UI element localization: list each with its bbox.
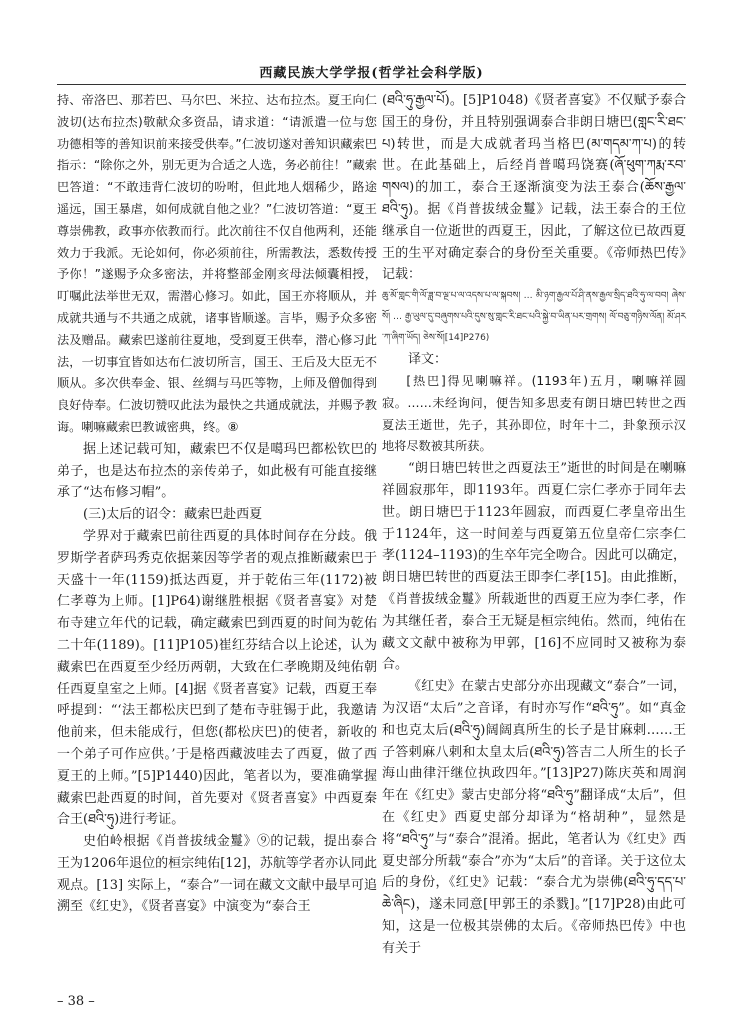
paragraph: “朗日塘巴转世之西夏法王”逝世的时间是在喇嘛祥圆寂那年，即1193年。西夏仁宗仁孝亦于同年去世。朗日塘巴于1123年圆寂，而西夏仁孝皇帝出生于1124年，这一时间差与西夏第五位皇帝仁宗李仁孝(1124–1193)的生卒年完全吻合。因此可以确定，朗日塘巴转世的西夏法王即李仁孝[15]。由此推断，《肖普拔绒金鬘》所载逝世的西夏王应为李仁孝，作为其继任者，泰合王无疑是桓宗纯佑。然而，纯佑在藏文文献中被称为甲郭，[16]不应同时又被称为泰合。 — [382, 461, 686, 673]
paragraph: 学界对于藏索巴前往西夏的具体时间存在分歧。俄罗斯学者萨玛秀克依据莱因等学者的观点推断藏索巴于天盛十一年(1159)抵达西夏，并于乾佑三年(1172)被仁孝尊为上师。[1]P64)谢继胜根据《贤者喜宴》对楚布寺建立年代的记载，确定藏索巴到西夏的时间为乾佑二十年(1189)。[11]P105)崔红芬结合以上论述，认为藏索巴在西夏至少经历两朝，大致在仁孝晚期及纯佑朝任西夏皇室之上师。[4]据《贤者喜宴》记载，西夏王奉呼提到：“‘法王都松庆巴到了楚布寺驻锡于此，我邀请他前来，但未能成行，但您(都松庆巴)的使者，新收的一个弟子可作应供。’于是格西藏波哇去了西夏，做了西夏王的上师。”[5]P1440)因此，笔者以为，要准确掌握藏索巴赴西夏的时间，首先要对《贤者喜宴》中西夏秦合王(ཐའི་ཧུ)进行考证。 — [57, 528, 377, 828]
paragraph: 《红史》在蒙古史部分亦出现藏文“泰合”一词，为汉语“太后”之音译，有时亦写作“ཐའི་ཧུ”。如“真金和也克太后(ཐའི་ཧུ)阔阔真所生的长子是甘麻剌……王子答剌麻八剌和太皇太后(ཐའི་ཧུ)答吉二人所生的长子海山曲律汗继位执政四年。”[13]P27)陈庆英和周润年在《红史》蒙古史部分将“ཐའི་ཧུ”翻译成“太后”，但在《红史》西夏史部分却译为“格胡种”，显然是将“ཐའི་ཧུ”与“泰合”混淆。据此，笔者认为《红史》西夏史部分所载“泰合”亦为“太后”的音译。关于这位太后的身份，《红史》记载：“泰合尤为崇佛(ཐའི་ཧུ་དད་པ་ཆེ་ཞིང)，遂未同意[甲郭王的杀戮]。”[17]P28)由此可知，这是一位极其崇佛的太后。《帝师热巴传》中也有关于 — [382, 679, 686, 956]
paragraph: 史伯岭根据《肖普拔绒金鬘》⑨的记载，提出泰合王为1206年退位的桓宗纯佑[12]，苏航等学者亦认同此观点。[13] 实际上，“泰合”一词在藏文文献中最早可追溯至《红史》，《贤者喜宴》中演变为“泰合王 — [57, 834, 377, 915]
translation-label: 译文： — [408, 352, 448, 368]
tibetan-quotation: ཆུ་མོ་གླང་གི་ལོ་ཟླ་བ་ལྔ་པ་ལ་འདས་པ་ལ་སྐབས། … མི་ཉག་རྒྱལ་པོ་ཤི་ནས་རྒྱལ་སྲིད་ཐའི་ཧུ་ལ་བབ། ཞེས་སོ། … རྒྱ་ཡུལ་དུ་བཞུགས་པའི་དུས་སུ་གླང་རི་ཐང་པའི་སྐྱེ་བ་ཡིན་པར་གྲགས། ལོ་བཅུ་གཉིས་ལོན། མོ་ཤར་ཀ་ཞིག་ཡོད། ཅེས་སོ།[14]P276) — [382, 291, 686, 344]
quoted-passage: 持、帝洛巴、那若巴、马尔巴、米拉、达布拉杰。夏王向仁波切(达布拉杰)敬献众多资品，请求道：“请派遣一位与您功德相等的善知识前来接受供奉。”仁波切遂对善知识藏索巴指示：“除你之外，别无更为合适之人选，务必前往！”藏索巴答道：“不敢违背仁波切的吩咐，但此地人烟稀少，路途遥远，国王暴虐，如何成就自他之业？”仁波切答道：“夏王尊崇佛教，政事亦依教而行。此次前往不仅自他两利，还能效力于我派。无论如何，你必须前往，所需教法，悉数传授予你！”遂赐予众多密法，并将整部金刚亥母法倾囊相授，叮嘱此法举世无双，需潜心修习。如此，国王亦将顺从，并成就共通与不共通之成就，诸事皆顺遂。言毕，赐予众多密法及赠品。藏索巴遂前往夏地，受到夏王供奉，潜心修习此法，一切事宜皆如达布仁波切所言，国王、王后及大臣无不顺从。多次供奉金、银、丝绸与马匹等物，上师及僧伽得到良好侍奉。仁波切赞叹此法为最快之共通成就法，并赐予教诲。喇嘛藏索巴教诚密典，终。⑧ — [57, 93, 377, 434]
right-column — [382, 90, 686, 959]
header-divider — [57, 84, 686, 85]
translation-text: [热巴]得见喇嘛祥。(1193年)五月，喇嘛祥圆寂。……未经询问，便告知多思麦有朗日塘巴转世之西夏法王逝世，先子，其孙即位，时年十二，卦象预示汉地将尽数被其所获。 — [382, 373, 686, 454]
paragraph: (ཐའི་ཧུ་རྒྱལ་པོ)。[5]P1048)《贤者喜宴》不仅赋予泰合国王的身份，并且特别强调泰合非朗日塘巴(གླང་རི་ཐང་པ)转世，而是大成就者玛当格巴(མ་གདམ་ཀ་པ)的转世。在此基础上，后经肖普噶玛饶赛(ཞོ་ཕུག་ཀརྨ་རབ་གསལ)的加工，泰合王逐渐演变为法王泰合(ཆོས་རྒྱལ་ཐའི་ཧུ)。据《肖普拔绒金鬘》记载，法王泰合的王位继承自一位逝世的西夏王，因此，了解这位已故西夏王的生平对确定泰合的身份至关重要。《帝师热巴传》记载： — [382, 93, 686, 283]
left-column — [57, 90, 377, 918]
section-heading: (三)太后的诏令：藏索巴赴西夏 — [83, 507, 263, 523]
journal-header: 西藏民族大学学报(哲学社会科学版) — [259, 66, 484, 81]
paragraph: 据上述记载可知，藏索巴不仅是噶玛巴都松钦巴的弟子，也是达布拉杰的亲传弟子，如此极有可能直接继承了“达布修习帽”。 — [57, 441, 377, 501]
page-number: – 38 – — [57, 994, 95, 1009]
